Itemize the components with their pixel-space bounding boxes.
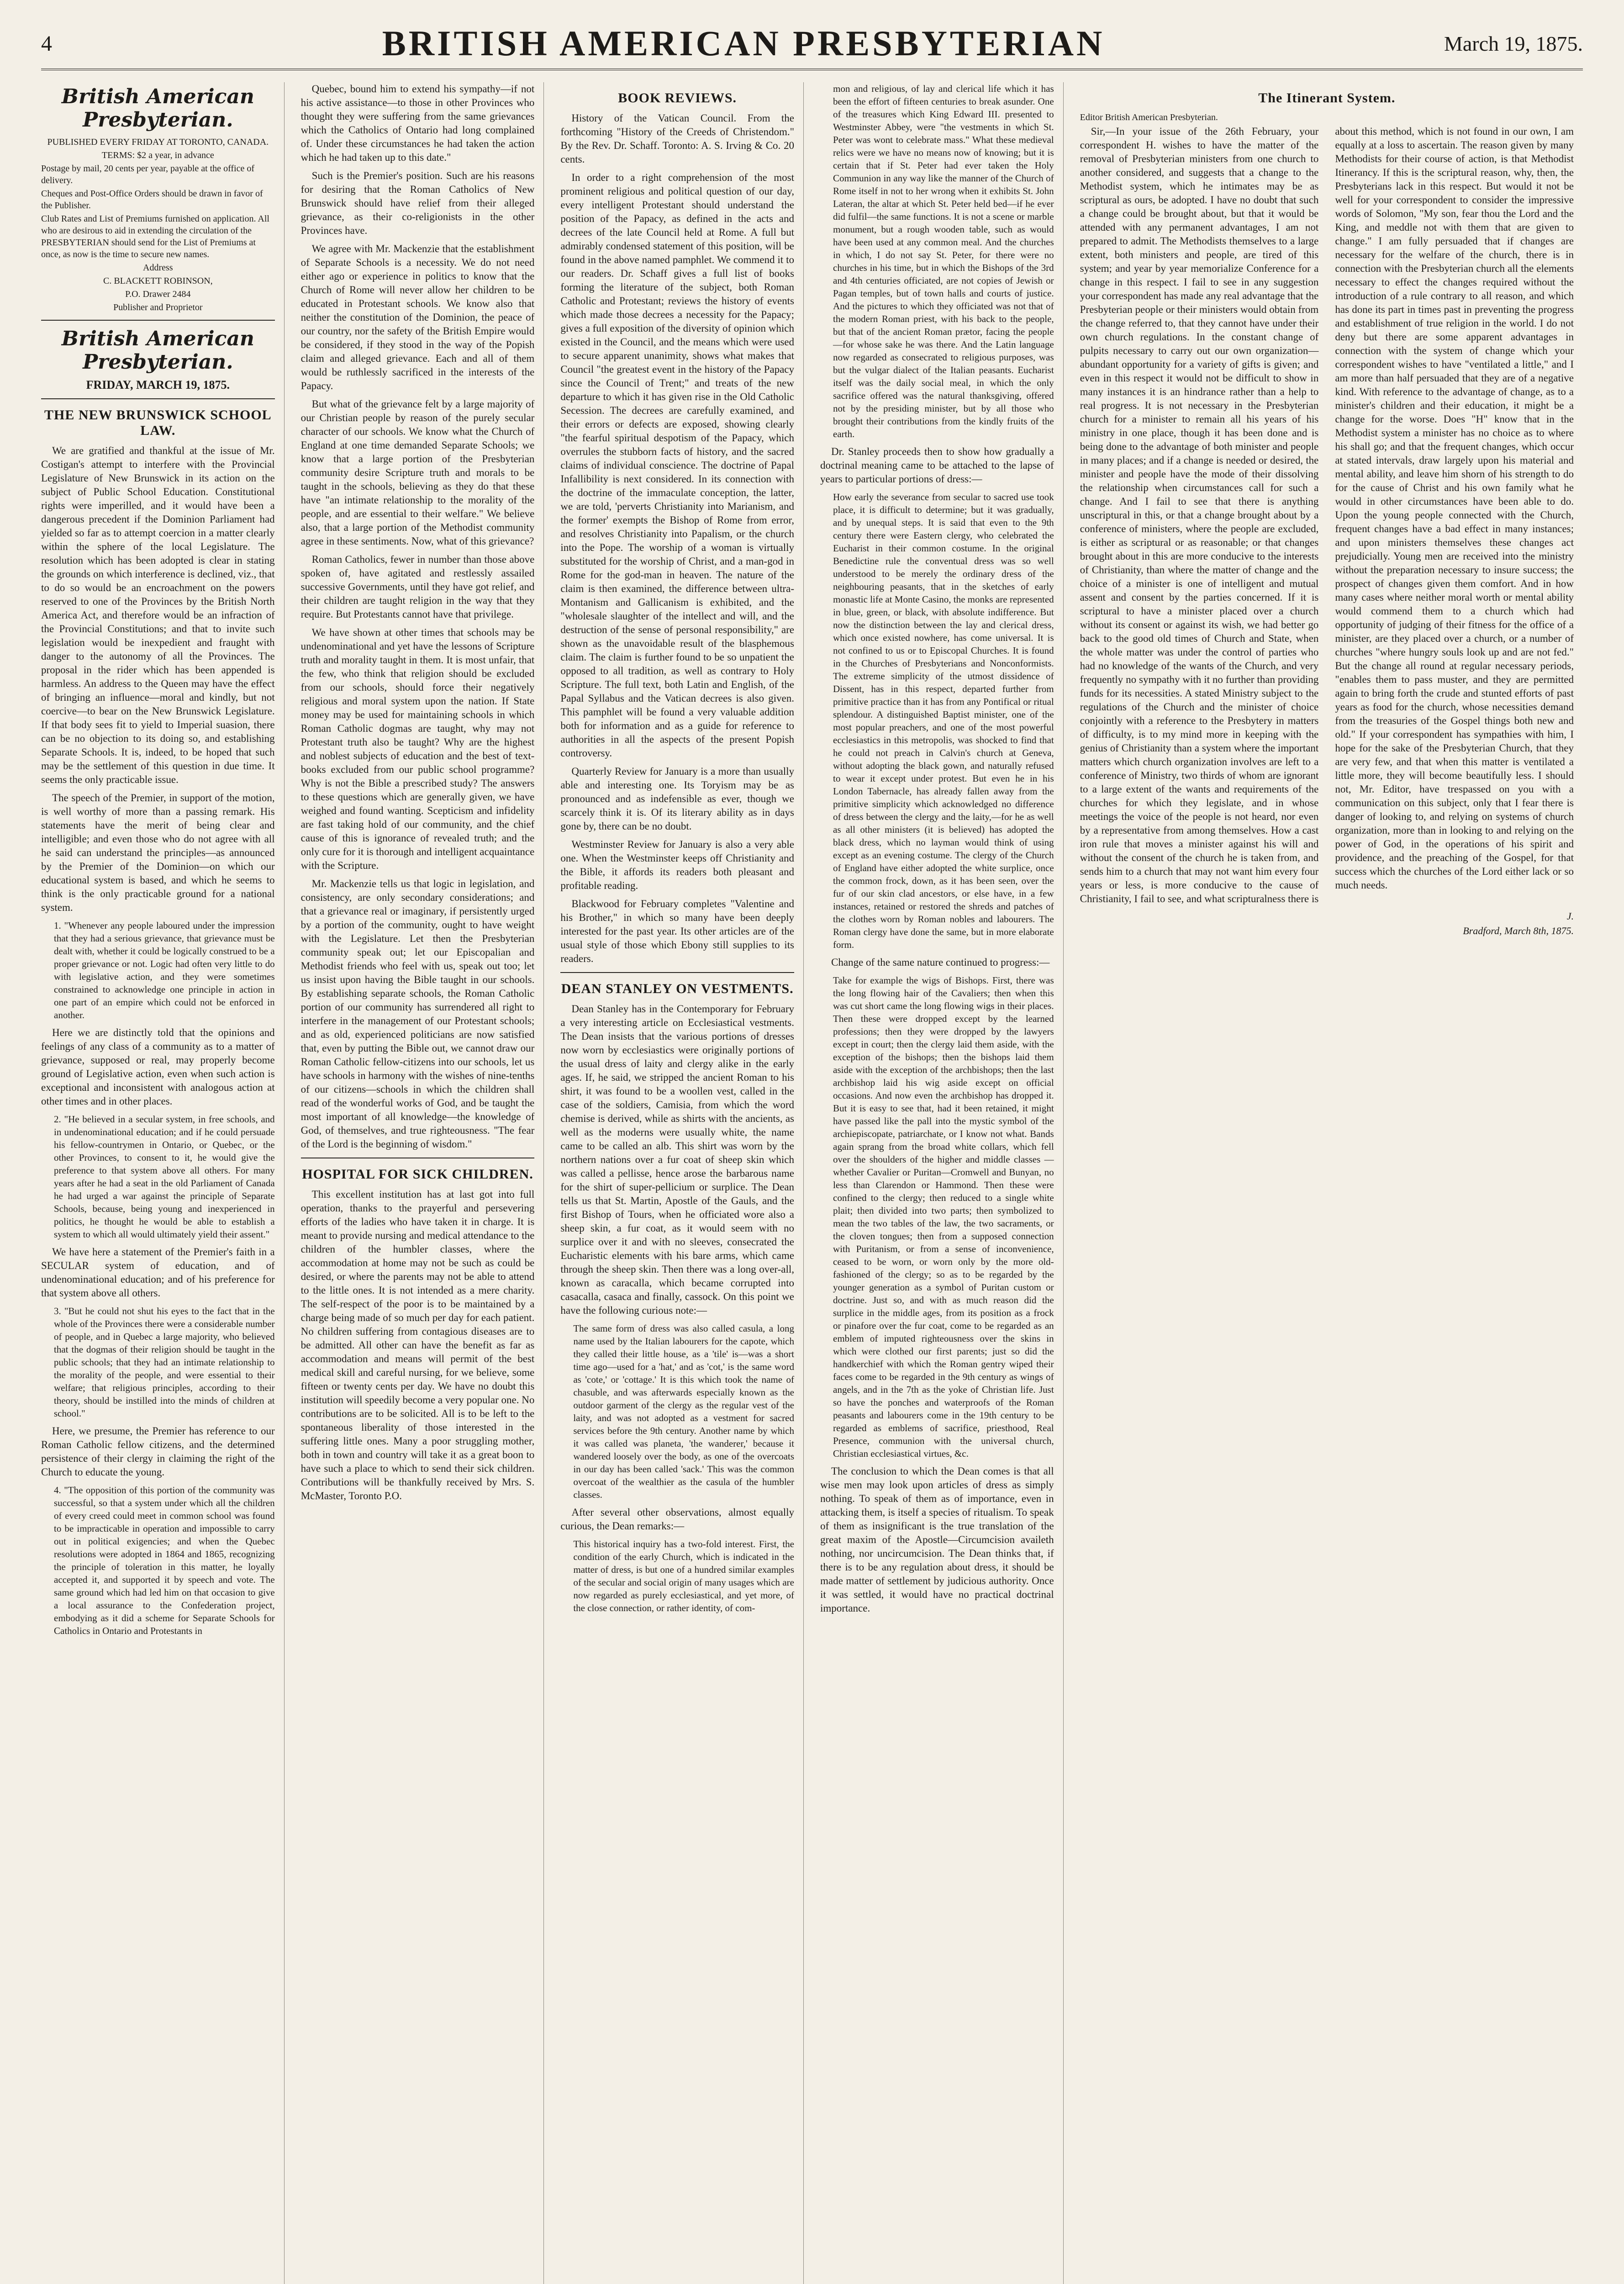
quotation: 2. "He believed in a secular system, in free schools, and in undenominational education; and if he could persuade his fellow-countrymen in Ontario, or Quebec, or the other Provinces, to consent to it, he would give the preference to that system above all others. For many years after he had a seat in the old Parliament of Canada he had urged a war against the principle of Separate Schools, because, being young and inexperienced in politics, he thought he would be able to establish a system to which all would ultimately yield their assent." bbox=[54, 1114, 275, 1240]
page-header bbox=[41, 18, 1583, 70]
paragraph: Dr. Stanley proceeds then to show how gradually a doctrinal meaning came to be attached to the lapse of years to particular portions of dress:— bbox=[820, 446, 1054, 485]
paragraph: Quebec, bound him to extend his sympathy—if not his active assistance—to those in other Provinces who thought they were suffering from the same grievances which the Catholics of Ontario had long complained of. Under these circumstances he had taken the action which he had taken up to this date." bbox=[301, 83, 535, 163]
paragraph: We are gratified and thankful at the issue of Mr. Costigan's attempt to interfere with the Provincial Legislature of New Brunswick in its action on the subject of Public School Education. Constitutional rights were imperilled, and it would have been a dangerous precedent if the Dominion Parliament had yielded so far as to attempt coercion in a matter clearly within the sphere of the local Legislature. The resolution which has been adopted is clear in stating the grounds on which interference is declined, viz., that to do so would be an encroachment on the powers reserved to one of the Provinces by the British North America Act, and therefore would be an infraction of the Provincial Constitutions; and that to invite such legislation would be inexpedient and fraught with danger to the autonomy of all the Provinces. The proposal in the rider which has been appended is harmless. An address to the Queen may have the effect of bringing an influence—moral and kindly, but not coercive—to bear on the New Brunswick Legislature. If that body sees fit to yield to Imperial suasion, there can be no objection to its doing so, and establishing Separate Schools. It is, indeed, to be hoped that such may be the settlement of this question in due time. It seems the only practicable issue. bbox=[41, 445, 275, 785]
paragraph: History of the Vatican Council. From the forthcoming "History of the Creeds of Christendom." By the Rev. Dr. Schaff. Toronto: A. S. Irving & Co. 20 cents. bbox=[560, 112, 794, 165]
column-3 bbox=[560, 82, 804, 2284]
newspaper-columns bbox=[41, 82, 1583, 2284]
column-2 bbox=[301, 82, 544, 2284]
paragraph: The conclusion to which the Dean comes is that all wise men may look upon articles of dress as simply nothing. To speak of them as of importance, even in attacking them, is itself a species of ritualism. To speak of them as insignificant is the true translation of the great maxim of the Apostle—Circumcision availeth nothing, nor uncircumcision. The Dean thinks that, if there is to be any regulation about dress, it should be made matter of settlement by judicious authority. Once it was settled, it would have no practical doctrinal importance. bbox=[820, 1465, 1054, 1614]
paragraph: Westminster Review for January is also a very able one. When the Westminster keeps off Christianity and the Bible, it affords its readers both pleasant and profitable reading. bbox=[560, 839, 794, 891]
paragraph: We agree with Mr. Mackenzie that the establishment of Separate Schools is a necessity. We do not need either ago or experience in politics to know that the Church of Rome will never allow her children to be educated in Protestant schools. We know also that neither the constitution of the Dominion, the peace of our country, nor the safety of the British Empire would be considered, if they stood in the way of the Popish claim and alleged grievance. Each and all of them would be ruthlessly sacrificed in the interests of the Papacy. bbox=[301, 243, 535, 391]
paragraph: This excellent institution has at last got into full operation, thanks to the prayerful and persevering efforts of the ladies who have taken it in charge. It is meant to provide nursing and medical attendance to the children of the humbler classes, where the accommodation at home may not be such as could be desired, or where the parents may not be able to attend to the little ones. It is not intended as a mere charity. The self-respect of the poor is to be maintained by a charge being made of so much per day for each patient. No children suffering from contagious diseases are to be admitted. All other can have the benefit as far as accommodation and means will permit of the best medical skill and careful nursing, for we believe, some fifteen or twenty cents per day. We have no doubt this institution will speedily become a very popular one. No contributions are to be solicited. All is to be left to the spontaneous liberality of those interested in the suffering little ones. Many a poor struggling mother, both in town and country will take it as a great boon to have such a place to which to send their sick children. Contributions will be thankfully received by Mrs. S. McMaster, Toronto P.O. bbox=[301, 1189, 535, 1502]
nameplate: British American Presbyterian. bbox=[61, 85, 254, 132]
section-title: BOOK REVIEWS. bbox=[618, 90, 737, 106]
divider bbox=[560, 972, 794, 973]
masthead: BRITISH AMERICAN PRESBYTERIAN bbox=[382, 23, 1105, 63]
club-rates: Club Rates and List of Premiums furnished on application. All who are desirous to aid in extending the circulation of the PRESBYTERIAN should send for the List of Premiums at once, as now is the time to secure new names. bbox=[41, 214, 269, 259]
paragraph: We have shown at other times that schools may be undenominational and yet have the lessons of Scripture truth and morality taught in them. It is most unfair, that the few, who think that religion should be excluded from our schools, should force their negatively religious and moral system upon the nation. If State money may be used for maintaining schools in which Roman Catholic dogmas are taught, why may not Protestant truth also be taught? Why are the highest and noblest subjects of education and the best of text-books excluded from our public school programme? Why is not the Bible a prescribed study? The answers to these questions which are generally given, we have weighed and found wanting. Scepticism and infidelity are fast taking hold of our community, and the chief cause of this is ignorance of revealed truth; and the only cure for it is thorough and intelligent acquaintance with the Scripture. bbox=[301, 627, 535, 871]
quotation: 4. "The opposition of this portion of the community was successful, so that a system under which all the children of every creed could meet in common school was found to be impracticable in operation and impossible to carry out in political exigencies; and when the Quebec resolutions were adopted in 1864 and 1865, recognizing the principle of toleration in this matter, he loyally accepted it, and supported it by speech and vote. The same ground which had led him on that occasion to give a local assurance to the Confederation project, embodying as it did a scheme for Separate Schools for Catholics in Ontario and Protestants in bbox=[54, 1485, 275, 1636]
paragraph: Quarterly Review for January is a more than usually able and interesting one. Its Toryism may be as pronounced and as indefensible as ever, though we scarcely think it is. Of its literary ability as in days gone by, there can be no doubt. bbox=[560, 766, 794, 832]
page-number: 4 bbox=[41, 31, 52, 56]
paragraph: Such is the Premier's position. Such are his reasons for desiring that the Roman Catholics of New Brunswick should have relief from their alleged grievance, as their co-religionists in the other Provinces have. bbox=[301, 170, 535, 236]
letter-salutation: Editor British American Presbyterian. bbox=[1080, 112, 1218, 122]
quotation: mon and religious, of lay and clerical life which it has been the effort of fifteen centuries to break asunder. One of the treasures which King Edward III. presented to Westminster Abbey, were "the vestments in which St. Peter was wont to celebrate mass." What these medieval relics were we have no means now of knowing; but it is certain that if St. Peter had ever taken the Holy Communion in any way like the manner of the Church of Rome itself in not to her wrong when it exhibits St. John Lateran, the altar at which St. Peter held bed—if he ever did fulfil—the same functions. It is not a scene or marble monument, but a rough wooden table, such as would have been used at any common meal. And the churches in which, I do not say St. Peter, for there were no churches in his time, but in which the Bishops of the 3rd and 4th centuries officiated, are not copies of Jewish or Pagan temples, but of town halls and courts of justice. And the pictures to which they officiated was not that of the modern Roman priest, with his back to the people, but that of the ancient Roman prætor, facing the people—for whose sake he was there. And the Latin language now regarded as consecrated to religious purposes, was but the vulgar dialect of the Italian peasants. Eucharist itself was the daily social meal, in which the only sacrifice offered was the natural thanksgiving, offered not by the presiding minister, but by all those who brought their contributions from the kindly fruits of the earth. bbox=[833, 83, 1054, 439]
quotation: 3. "But he could not shut his eyes to the fact that in the whole of the Provinces there were a considerable number of people, and in Quebec a large majority, who believed that the dogmas of their religion should be taught in the public schools; that they had an intimate relationship to the morality of the people, and were essential to their welfare; that religious principles, according to their theory, should be instilled into the minds of children at school." bbox=[54, 1306, 275, 1419]
paragraph: Dean Stanley has in the Contemporary for February a very interesting article on Ecclesiastical vestments. The Dean insists that the various portions of dresses now worn by ecclesiastics were originally portions of the usual dress of laity and clergy alike in the early ages. If, he said, we stripped the ancient Roman to his shirt, it was found to be a woollen vest, called in the case of the soldiers, Camisia, from which the word chemise is derived, while as shirts with the ancients, as well as the moderns were usually white, the name came to be called an alb. This shirt was worn by the northern nations over a fur coat of sheep skin which was called a pellisse, hence arose the barbarous name for the shirt of super-pellicium or surplice. The Dean tells us that St. Martin, Apostle of the Gauls, and the first Bishop of Tours, when he officiated wore also a sheep skin, a fur coat, as it would seem with no surplice over it and with no sleeves, consecrated the Eucharistic elements with his bare arms, which came through the sheep skin. Then there was a long over-all, known as caracalla, which became corrupted into casacalla, casaca and finally, cassock. On this point we have the following curious note:— bbox=[560, 1003, 794, 1316]
paragraph: The speech of the Premier, in support of the motion, is well worthy of more than a passing remark. His statements have the merit of being clear and intelligible; and even those who do not agree with all he said can understand the principles—as announced by the Premier of the Dominion—on which our educational system is based, and which he seems to think is the only practicable ground for a national system. bbox=[41, 792, 275, 913]
publisher-role: Publisher and Proprietor bbox=[113, 302, 203, 312]
divider bbox=[41, 320, 275, 321]
paragraph: Change of the same nature continued to progress:— bbox=[831, 957, 1050, 968]
issue-date-header: March 19, 1875. bbox=[1444, 32, 1583, 55]
quotation: The same form of dress was also called casula, a long name used by the Italian labourers for the capote, which they called their little house, as a 'tile' is—was a short time ago—used for a 'hat,' and as 'cot,' is the same word as 'cote,' or 'cottage.' It is this which took the name of chasuble, and was afterwards especially known as the outdoor garment of the clergy as the regular vest of the laity, and was not adopted as a vestment for sacred services before the 9th century. Another name by which it was called was planeta, 'the wanderer,' because it wandered loosely over the body, as one of the overcoats in our day has been called 'sack.' This was the common overcoat of the wealthier as the casula of the humbler classes. bbox=[573, 1323, 794, 1500]
article-title: DEAN STANLEY ON VESTMENTS. bbox=[561, 981, 794, 996]
quotation: How early the severance from secular to sacred use took place, it is difficult to determine; but it was gradually, and by unequal steps. It is said that even to the 9th century there were Eastern clergy, who celebrated the Eucharist in their common costume. In the original Benedictine rule the conventual dress was so well understood to be merely the ordinary dress of the neighbouring peasants, that in the sketches of early monastic life at Monte Casino, the monks are represented in blue, green, or black, with absolute indifference. But now the distinction between the lay and clerical dress, which once existed nowhere, has come universal. It is not confined to us or to Episcopal Churches. It is found in the Churches of Presbyterians and Nonconformists. The extreme simplicity of the utmost dissidence of Dissent, has in this respect, departed further from primitive practice than it has from any Pontifical or ritual splendour. A distinguished Baptist minister, one of the most popular preachers, and one of the most powerful ecclesiastics in this metropolis, was shocked to find that he could not preach in Calvin's church at Geneva, without adopting the black gown, and naturally refused to wear it except under protest. But even he in his London Tabernacle, has already fallen away from the primitive simplicity which acknowledged no difference of dress between the clergy and the laity,—for he as well as all other ministers (it is believed) has adopted the black dress, which no layman would think of using except as an evening costume. The clergy of the Church of England have either adopted the white surplice, once the common frock, down, as it has been seen, over the fur of our skin clad ancestors, or else have, in a few instances, retained or restored the shreds and patches of the clothes worn by Roman nobles and labourers. The Roman clergy have done the same, but in more elaborate form. bbox=[833, 492, 1054, 950]
address-label: Address bbox=[143, 263, 173, 273]
column-1 bbox=[41, 82, 285, 2284]
column-4 bbox=[820, 82, 1064, 2284]
article-title: HOSPITAL FOR SICK CHILDREN. bbox=[302, 1167, 533, 1182]
paragraph: In order to a right comprehension of the most prominent religious and political question of our day, every intelligent Protestant should understand the position of the Papacy, as defined in the acts and decrees of the late Council held at Rome. A full but admirably condensed statement of this position, will be found in the above named pamphlet. We commend it to our readers. Dr. Schaff gives a full list of books forming the literature of the subject, both Roman Catholic and Protestant; reviews the history of events which made those decrees a necessity for the Papacy; gives a full exposition of the diversity of opinion which existed in the Council, and the means which were used to secure apparent unanimity, shows what makes that Council "the greatest event in the history of the Papacy since the Council of Trent;" and treats of the new departure to which it has given rise in the Old Catholic Secession. The decrees are carefully examined, and their errors or defects are exposed, showing clearly "the fearful spiritual despotism of the Papacy, which overrules the stubborn facts of history, and the sacred claims of individual conscience. The doctrine of Papal Infallibility is next considered. In its connection with the doctrine of the immaculate conception, the latter, we are told, 'perverts Christianity into Marianism, and the former' exempts the Bishop of Rome from error, and resolves Christianity into Papalism, or the church into the Pope. The worship of a woman is virtually substituted for the worship of Christ, and a man-god in Rome for the god-man in heaven. The nature of the claim is then examined, the difference between ultra-Montanism and Gallicanism is exhibited, and the "wholesale slaughter of the intellect and will, and the destruction of the sense of personal responsibility," are shown as the unavoidable result of the blasphemous claim. The claim is further found to be so unpatient the opposed to all tradition, as well as contrary to Holy Scripture. The full text, both Latin and English, of the Papal Syllabus and the Vatican decrees is also given. This pamphlet will be found a very valuable addition both for information and as a guide for reference to authorities in all the aspects of the present Popish controversy. bbox=[560, 172, 794, 759]
publication-notice: PUBLISHED EVERY FRIDAY AT TORONTO, CANADA. bbox=[47, 137, 269, 147]
terms: TERMS: $2 a year, in advance bbox=[101, 150, 214, 160]
letter-title: The Itinerant System. bbox=[1258, 90, 1396, 106]
paragraph: Here we are distinctly told that the opinions and feelings of any class of a community as to a matter of grievance, supposed or real, may properly become ground of Legislative action, even when such action is exceptional and inconsistent with analogous action at other times and in other places. bbox=[41, 1027, 275, 1107]
letter-signoff: J. bbox=[1566, 910, 1574, 922]
quotation: This historical inquiry has a two-fold interest. First, the condition of the early Church, which is indicated in the matter of dress, is but one of a hundred similar examples of the secular and social origin of many usages which are now regarded as purely ecclesiastical, and yet more, of the close connection, or rather identity, of com- bbox=[573, 1539, 794, 1613]
letter-body: Sir,—In your issue of the 26th February, your correspondent H. wishes to have the matter of the removal of Presbyterian ministers from one church to another considered, and suggests that a change to the Methodist system, which he intimates may be as scriptural as ours, be adopted. I have no doubt that such a change could be brought about, but that it would be attended with any permanent advantages, I am not prepared to admit. The Methodists themselves to a large extent, both ministers and people, are tired of this system; and year by year memorialize Conference for a change in this respect. I fail to see in any suggestion your correspondent has made any real advantage that the Presbyterian people or their ministers would obtain from the change referred to, that they cannot have under their own church regulations. In the constant change of pulpits necessary to carry out our own organization—abundant opportunity for a variety of gifts is given; and even in this respect it would not be difficult to show in many instances it is an hindrance rather than a help to real progress. It is not necessary in the Presbyterian church for a minister to remain all his years of his ministry in one place, though it has been done and is being done to the advantage of both minister and people in many places; and if a change is needed or desired, the minister and people have the mode of their dissolving the relationship when circumstances call for such a change. And I fail to see that there is anything unscriptural in this, or that a change brought about by a conference of ministers, where the people are excluded, is either as scriptural or as reasonable; or that changes brought about in this are more conducive to the interests of Christianity, than where the matter of change and the choice of a minister is one of intelligent and mutual assent and consent by the parties concerned. If it is scriptural to have a minister placed over a church without its consent or against its wish, we had better go back to the good old times of Church and State, when the whole matter was under the control of parties who had no knowledge of the wants of the Church, and very frequently no sympathy with it no further than providing funds for its necessities. A stated Ministry subject to the regulations of the Church and the minister of choice conjointly with a reference to the Presbytery in matters of difficulty, is to my mind more in keeping with the genius of Christianity than a system where the important matters which church organization involves are left to a conference of Ministry, two thirds of whom are ignorant to a large extent of the wants and requirements of the churches for which they legislate, and in whose meetings the voice of the people is not heard, nor even by a representative from among themselves. How a cast iron rule that moves a minister against his will and without the consent of the church he is taken from, and sends him to a church that may not want him every four years or less, is more conducive to the cause of Christianity, I fail to see, and what scripturalness there is about this method, which is not found in our own, I am equally at a loss to ascertain. The reason given by many Methodists for their course of action, is that Methodist Itinerancy. If this is the scriptural reason, why, then, the Presbyterians lack in this respect. But would it not be well for your correspondent to consider the impressive words of Solomon, "My son, fear thou the Lord and the King, and meddle not with them that are given to change." I am fully persuaded that if changes are necessary for the welfare of the church, there is in connection with the Presbyterian church all the elements necessary to effect the changes required without the introduction of a rule contrary to all reason, and which has done its part in times past in preventing the progress and establishment of true religion in the world. I do not deny but there are some apparent advantages in connection with the system of change which your correspondent wishes to have "ventilated a little," and I am more than half persuaded that they are of a negative kind. With reference to the advantage of change, as to a minister's children and their education, it might be a change for the worse. Does "H" know that in the Methodist system a minister has no choice as to where his shall go; and that the frequent changes, which occur at stated intervals, draw largely upon his material and mental ability, and leave him shorn of his strength to do for the cause of Christ and his own family what he would in other circumstances have been able to do. Upon the young people connected with the Church, frequent changes have a bad effect in many instances; and upon ministers themselves these changes act prejudicially. Young men are received into the ministry without the preparation necessary to insure success; the prospect of changes given them comfort. And in how many cases where neither moral worth or mental ability would commend them to a church which had opportunity of judging of their fitness for the office of a minister, are they placed over a church, or a number of churches "where hungry souls look up and are not fed." But the change all round at regular necessary periods, "enables them to pass muster, and they are permitted again to bring forth the crude and stunted efforts of past years as food for the church, whose necessities demand from the treasuries of the Gospel things both new and old." If your correspondent has sympathies with him, I hope for the sake of the Presbyterian Church, that they are very few, and that when this matter is ventilated a little more, they will become beautifully less. I should not, Mr. Editor, have trespassed on you with a communication on this subject, only that I fear there is danger of looking to, and relying on systems of church organization, more than in looking to and relying on the power of God, in the operations of his spirit and providence, and the preaching of the Gospel, for that success which the churches of the Lord either lack or so much needs. bbox=[1080, 126, 1574, 904]
paragraph: But what of the grievance felt by a large majority of our Christian people by reason of the purely secular character of our schools. We know what the Church of England at one time demanded Separate Schools; we know that a large portion of the Presbyterian community desire Scripture truth and morals to be taught in the schools, believing as they do that these have "an intimate relationship to the morality of the people, and are essential to their welfare." We believe also, that a large portion of the Methodist community agree in these sentiments. Now, what of this grievance? bbox=[301, 398, 535, 547]
paragraph: Mr. Mackenzie tells us that logic in legislation, and consistency, are only secondary considerations; and that a grievance real or imaginary, if persistently urged by a portion of the community, ought to have weight with the Legislature. Let then the Presbyterian community speak out; let our Episcopalian and Methodist friends who feel with us, speak out too; let us insist upon having the Bible taught in our schools. By establishing separate schools, the Roman Catholic portion of our community has surrendered all right to interfere in the management of our Protestant schools; and as old, experienced politicians are now satisfied that, even by putting the Bible out, we cannot draw our Roman Catholic fellow-citizens into our schools, let us have schools in harmony with the wishes of nine-tenths of our citizens—schools in which the children shall read of the wonderful works of God, and be taught the most important of all knowledge—the knowledge of God, of themselves, and true righteousness. "The fear of the Lord is the beginning of wisdom." bbox=[301, 878, 535, 1150]
paragraph: Roman Catholics, fewer in number than those above spoken of, have agitated and restlessly assailed successive Governments, until they have got relief, and their children are taught religion in the way that they require. But Protestants cannot have that privilege. bbox=[301, 554, 535, 620]
nameplate-2: British American Presbyterian. bbox=[61, 327, 254, 374]
po-box: P.O. Drawer 2484 bbox=[125, 289, 191, 299]
divider bbox=[41, 398, 275, 399]
article-title: THE NEW BRUNSWICK SCHOOL LAW. bbox=[44, 407, 272, 438]
paragraph: Blackwood for February completes "Valentine and his Brother," in which so many have been deeply interested for the past year. Its other articles are of the usual style of those which Ebony still supplies to its readers. bbox=[560, 898, 794, 964]
paragraph: After several other observations, almost equally curious, the Dean remarks:— bbox=[560, 1507, 794, 1532]
publisher-name: C. BLACKETT ROBINSON, bbox=[103, 276, 213, 286]
letter-place-date: Bradford, March 8th, 1875. bbox=[1463, 925, 1574, 936]
quotation: 1. "Whenever any people laboured under the impression that they had a serious grievance, that grievance must be dealt with, whether it could be logically construed to be a proper grievance or not. Logic had often very little to do with legislative action, and they were sometimes constrained to acknowledge one principle in action in one part of an empire which could not be enforced in another. bbox=[54, 920, 275, 1020]
paragraph: We have here a statement of the Premier's faith in a SECULAR system of education, and of undenominational education; and of his preference for that system above all others. bbox=[41, 1246, 275, 1299]
quotation: Take for example the wigs of Bishops. First, there was the long flowing hair of the Cavaliers; then when this was cut short came the long flowing wigs in their places. Then these were dropped except by the learned professions; then they were dropped by the lawyers except in court; then the clergy laid them aside, with the exception of the bishops; then the bishops laid them aside with the exception of the archbishops; then the last archbishop laid his wig aside except on official occasions. And now even the archbishop has dropped it. But it is easy to see that, had it been retained, it might have passed like the pall into the mystic symbol of the archiepiscopate, patriarchate, or I know not what. Bands again sprang from the broad white collars, which fell over the shoulders of the higher and middle classes —whether Cavalier or Puritan—Cromwell and Bunyan, no less than Clarendon or Hammond. Then these were confined to the clergy; then reduced to a single white plait; then divided into two parts; then symbolized to mean the two tables of the law, the two sacraments, or the cloven tongues; then from a supposed connection with Puritanism, or from a sense of inconvenience, ceased to be worn, or worn only by the more old-fashioned of the clergy; so as to be regarded by the younger generation as a symbol of Puritan custom or doctrine. Just so, and with as much reason did the surplice in the middle ages, from its position as a frock or pinafore over the fur coat, come to be regarded as an emblem of imputed righteousness over the skins in which were clothed our first parents; just so did the handkerchief with which the Roman gentry wiped their faces come to be regarded in the 9th century as wings of angels, and in the 7th as the yoke of Christian life. Just so have the ponches and waterproofs of the Roman peasants and labourers come in the 19th century to be regarded as emblems of sacrifice, priesthood, Real Presence, communion with the universal church, Christian ecclesiastical virtues, &c. bbox=[833, 975, 1054, 1459]
cheques-notice: Cheques and Post-Office Orders should be drawn in favor of the Publisher. bbox=[41, 189, 263, 211]
column-5-6 bbox=[1080, 82, 1583, 2284]
paragraph: Here, we presume, the Premier has reference to our Roman Catholic fellow citizens, and the determined persistence of their clergy in claiming the right of the Church to educate the young. bbox=[41, 1425, 275, 1478]
terms-detail: Postage by mail, 20 cents per year, payable at the office of delivery. bbox=[41, 164, 254, 185]
issue-dateline: FRIDAY, MARCH 19, 1875. bbox=[86, 378, 230, 391]
